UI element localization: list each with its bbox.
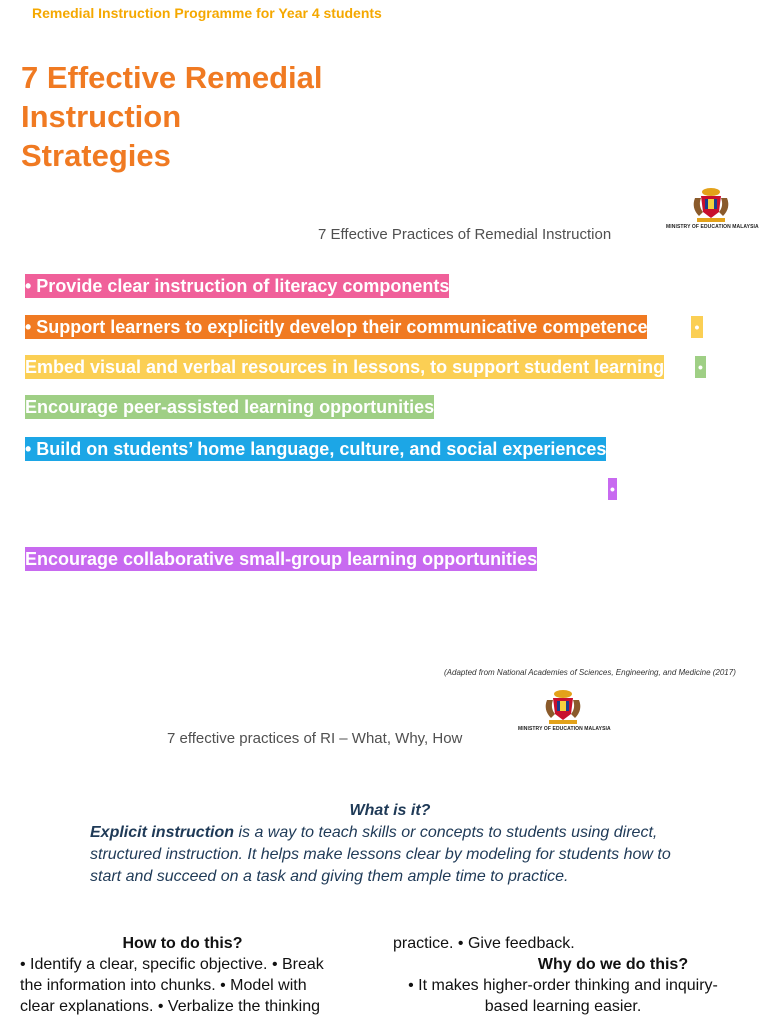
crest-emblem-icon [539,688,587,726]
practice-5: • Build on students’ home language, culture, and social experiences [25,439,607,459]
definition-paragraph [90,822,690,888]
how-text: • Identify a clear, specific objective. • Break the information into chunks. • Model with clear explanations. • Verbalize the thinking [20,956,324,1015]
definition-text: is a way to teach skills or concepts to students using direct, structured instruction. It helps make lessons clear by modeling for students how to start and succeed on a task and giving them ample time to practice. [90,824,671,885]
how-column [20,933,345,1017]
crest-emblem-icon [687,186,735,224]
practice-4: Encourage peer-assisted learning opportunities [25,397,435,417]
crest-caption: MINISTRY OF EDUCATION MALAYSIA [518,726,611,732]
ministry-crest [666,186,759,230]
title-line-3: Strategies [21,138,171,173]
what-is-it-question: What is it? [349,802,431,819]
bullet-marker: • [691,316,703,338]
programme-header: Remedial Instruction Programme for Year 4 students [32,5,382,21]
how-heading: How to do this? [122,935,243,952]
title-line-2: Instruction [21,99,182,134]
crest-caption: MINISTRY OF EDUCATION MALAYSIA [666,224,759,230]
why-heading: Why do we do this? [537,956,689,973]
what-why-how-heading: 7 effective practices of RI – What, Why, How [167,730,463,747]
explicit-instruction-term: Explicit instruction [90,824,235,841]
practices-heading: 7 Effective Practices of Remedial Instruction [318,226,612,243]
why-text: • It makes higher-order thinking and inquiry-based learning easier. [408,977,718,1015]
title-line-1: 7 Effective Remedial [21,60,323,95]
practice-6: Encourage collaborative small-group learning opportunities [25,549,538,569]
practice-3: Embed visual and verbal resources in lessons, to support student learning [25,357,665,377]
ministry-crest [518,688,611,732]
how-continued-text: practice. • Give feedback. [393,935,575,952]
bullet-marker: • [608,478,617,500]
source-citation: (Adapted from National Academies of Sciences, Engineering, and Medicine (2017) [444,668,736,677]
what-is-it-block [90,800,690,888]
why-column [393,933,733,1017]
practice-2: • Support learners to explicitly develop their communicative competence [25,317,648,337]
bullet-marker: • [695,356,706,378]
page-title [21,58,323,175]
practice-1: • Provide clear instruction of literacy components [25,276,450,296]
